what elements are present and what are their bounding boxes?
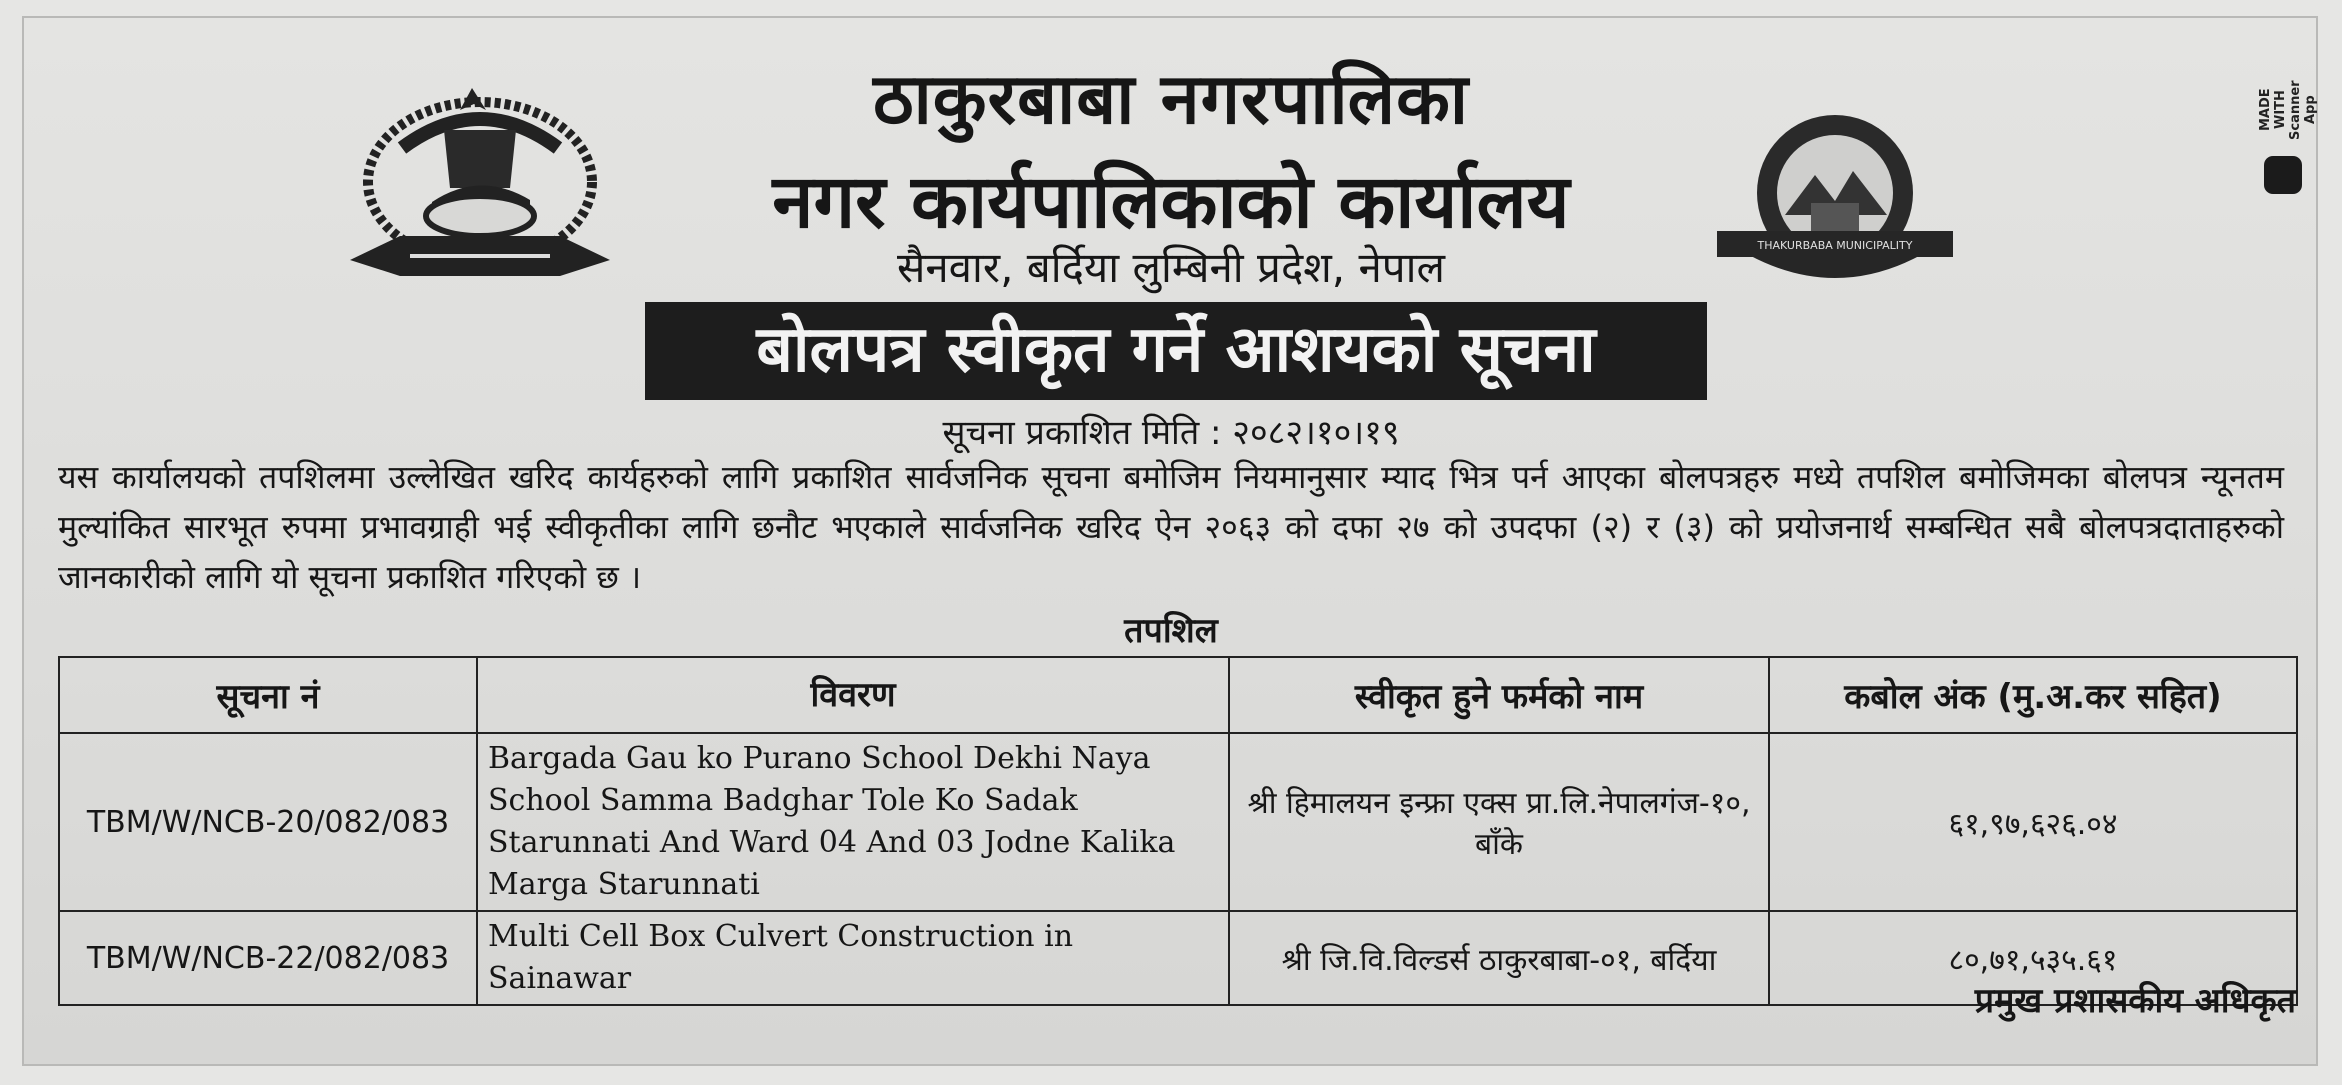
table-heading: तपशिल (1124, 611, 1218, 651)
notice-banner (645, 302, 1707, 400)
col-header-amount: कबोल अंक (मु.अ.कर सहित) (1769, 657, 2297, 733)
cell-firm: श्री जि.वि.विल्डर्स ठाकुरबाबा-०१, बर्दिया (1229, 911, 1769, 1005)
scanner-app-icon (2264, 156, 2302, 194)
publication-date: सूचना प्रकाशित मिति : २०८२।१०।१९ (942, 413, 1400, 453)
cell-firm: श्री हिमालयन इन्फ्रा एक्स प्रा.लि.नेपालगंज-१०, बाँके (1229, 733, 1769, 911)
cell-amount: ८०,७१,५३५.६१ (1769, 911, 2297, 1005)
scanner-app-watermark: MADE WITH Scanner App (2258, 80, 2318, 140)
table-row (59, 733, 2297, 911)
cell-notice-no: TBM/W/NCB-20/082/083 (59, 733, 477, 911)
col-header-notice-no: सूचना नं (59, 657, 477, 733)
notice-title: बोलपत्र स्वीकृत गर्ने आशयको सूचना (756, 313, 1596, 387)
cell-description: Multi Cell Box Culvert Construction in Sainawar (477, 911, 1229, 1005)
office-name: नगर कार्यपालिकाको कार्यालय (772, 159, 1570, 245)
svg-text:THAKURBABA MUNICIPALITY: THAKURBABA MUNICIPALITY (1757, 239, 1913, 252)
signatory-title: प्रमुख प्रशासकीय अधिकृत (1974, 981, 2296, 1021)
notice-paragraph: यस कार्यालयको तपशिलमा उल्लेखित खरिद कार्यहरुको लागि प्रकाशित सार्वजनिक सूचना बमोजिम नियमानुसार म्याद भित्र पर्न आएका बोलपत्रहरु मध्ये तपशिल बमोजिमका बोलपत्र न्यूनतम मुल्यांकित सारभूत रुपमा प्रभावग्राही भई स्वीकृतीका लागि छनौट भएकाले सार्वजनिक खरिद ऐन २०६३ को दफा २७ को उपदफा (२) र (३) को प्रयोजनार्थ सम्बन्धित सबै बोलपत्रदाताहरुको जानकारीको लागि यो सूचना प्रकाशित गरिएको छ । (58, 458, 2284, 596)
table-row (59, 911, 2297, 1005)
municipality-name: ठाकुरबाबा नगरपालिका (872, 58, 1470, 140)
cell-notice-no: TBM/W/NCB-22/082/083 (59, 911, 477, 1005)
cell-amount: ६१,९७,६२६.०४ (1769, 733, 2297, 911)
table-header-row (59, 657, 2297, 733)
office-address: सैनवार, बर्दिया लुम्बिनी प्रदेश, नेपाल (896, 243, 1446, 292)
cell-description: Bargada Gau ko Purano School Dekhi Naya School Samma Badghar Tole Ko Sadak Starunnati And Ward 04 And 03 Jodne Kalika Marga Starunnati (477, 733, 1229, 911)
col-header-description: विवरण (477, 657, 1229, 733)
col-header-firm: स्वीकृत हुने फर्मको नाम (1229, 657, 1769, 733)
bid-table (58, 656, 2298, 1006)
